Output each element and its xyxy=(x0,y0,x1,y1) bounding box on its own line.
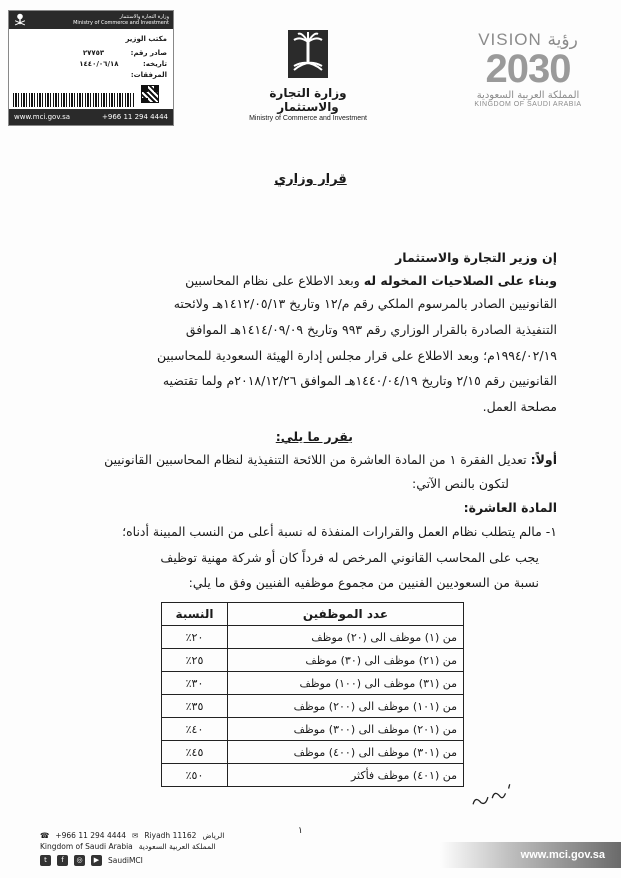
footer-country-ar: المملكة العربية السعودية xyxy=(138,842,216,851)
stamp-footer xyxy=(9,109,173,125)
stamp-issue-label: صادر رقم: xyxy=(130,49,167,57)
twitter-icon[interactable]: t xyxy=(40,855,51,866)
facebook-icon[interactable]: f xyxy=(57,855,68,866)
phone-icon: ☎ xyxy=(40,831,50,840)
ministry-name-ar: وزارة التجارة والاستثمار xyxy=(269,86,347,114)
row-ratio: ٢٥٪ xyxy=(162,649,228,672)
first-clause xyxy=(104,452,557,467)
table-row xyxy=(162,695,464,718)
preamble-line-3: القانونيين الصادر بالمرسوم الملكي رقم م/١٢ وتاريخ ١٤١٢/٠٥/١٣هـ ولائحته xyxy=(173,296,557,311)
preamble-line-6: القانونيين رقم ٢/١٥ وتاريخ ١٤٤٠/٠٤/١٩هـ الموافق ٢٠١٨/١٢/٢٦م ولما تقتضيه xyxy=(162,373,557,388)
table-row xyxy=(162,672,464,695)
stamp-phone: +966 11 294 4444 xyxy=(102,113,168,121)
saudi-emblem-icon xyxy=(13,13,27,27)
stamp-website: www.mci.gov.sa xyxy=(14,113,71,121)
row-count: من (٢٠١) موظف الى (٣٠٠) موظف xyxy=(228,718,464,741)
footer-country-row xyxy=(40,841,224,852)
preamble-line-5: ١٩٩٤/٠٢/١٩م؛ وبعد الاطلاع على قرار مجلس إدارة الهيئة السعودية للمحاسبين xyxy=(156,348,557,363)
stamp-date-row xyxy=(79,60,167,68)
decides-heading: يقرر ما يلي: xyxy=(275,429,353,444)
vision-ar: رؤية xyxy=(547,30,578,49)
row-ratio: ٣٥٪ xyxy=(162,695,228,718)
qr-code-icon xyxy=(141,85,159,103)
ministry-logo xyxy=(238,30,378,122)
stamp-date-label: تاريخه: xyxy=(142,60,167,68)
stamp-attachments-label: المرفقات: xyxy=(130,71,167,79)
issue-stamp xyxy=(8,10,174,126)
row-count: من (٤٠١) موظف فأكثر xyxy=(228,764,464,787)
footer-city-ar: الرياض xyxy=(202,831,225,840)
table-row xyxy=(162,626,464,649)
handwritten-initials xyxy=(466,781,519,813)
preamble-authority-rest: وبعد الاطلاع على نظام المحاسبين xyxy=(185,273,364,288)
preamble-minister: إن وزير التجارة والاستثمار xyxy=(395,250,557,265)
preamble-authority-bold: وبناء على الصلاحيات المخوله له xyxy=(363,273,557,288)
stamp-header xyxy=(9,11,173,29)
row-ratio: ٤٥٪ xyxy=(162,741,228,764)
footer-phone-row xyxy=(40,830,224,841)
footer-contact xyxy=(40,830,224,866)
preamble-authority xyxy=(185,273,557,288)
header-employee-count: عدد الموظفين xyxy=(228,603,464,626)
vision-2030-logo xyxy=(466,30,590,108)
instagram-icon[interactable]: ◎ xyxy=(74,855,85,866)
table-row xyxy=(162,741,464,764)
mailbox-icon: ✉ xyxy=(132,831,139,840)
ministry-name-en: Ministry of Commerce and Investment xyxy=(249,115,367,122)
first-clause-cont: لتكون بالنص الآتي: xyxy=(412,476,509,491)
palm-swords-emblem-icon xyxy=(288,30,328,78)
preamble-line-4: التنفيذية الصادرة بالقرار الوزاري رقم ٩٩٣ وتاريخ ١٤١٤/٠٩/٠٩هـ الموافق xyxy=(185,322,557,337)
document-title: قرار وزاري xyxy=(274,172,347,187)
row-ratio: ٥٠٪ xyxy=(162,764,228,787)
preamble-line-7: مصلحة العمل. xyxy=(482,399,557,414)
stamp-office: مكتب الوزير xyxy=(125,35,167,43)
table-header-row xyxy=(162,603,464,626)
footer-phone: +966 11 294 4444 xyxy=(55,831,127,840)
header-ratio: النسبة xyxy=(162,603,228,626)
page-number: ١ xyxy=(298,826,303,836)
row-ratio: ٤٠٪ xyxy=(162,718,228,741)
vision-country-en: KINGDOM OF SAUDI ARABIA xyxy=(474,101,582,108)
table-row xyxy=(162,649,464,672)
table-row xyxy=(162,718,464,741)
footer-postal: Riyadh 11162 xyxy=(144,831,197,840)
article-item-2: يجب على المحاسب القانوني المرخص له فرداً كان أو شركة مهنية توظيف xyxy=(160,550,539,565)
stamp-ministry-en: Ministry of Commerce and Investment xyxy=(73,20,169,26)
vision-en: VISION xyxy=(478,30,542,49)
row-ratio: ٢٠٪ xyxy=(162,626,228,649)
article-title: المادة العاشرة: xyxy=(463,500,557,515)
row-ratio: ٣٠٪ xyxy=(162,672,228,695)
footer-country-en: Kingdom of Saudi Arabia xyxy=(40,842,133,851)
youtube-icon[interactable]: ▶ xyxy=(91,855,102,866)
stamp-issue-row xyxy=(83,49,167,57)
footer-website-bar xyxy=(440,842,621,868)
first-clause-text: تعديل الفقرة ١ من المادة العاشرة من اللائحة التنفيذية لنظام المحاسبين القانونيين xyxy=(104,452,531,467)
social-links xyxy=(40,855,224,866)
article-item-1: ١- مالم يتطلب نظام العمل والقرارات المنفذة له نسبة أعلى من النسب المبينة أدناه؛ xyxy=(122,524,557,539)
stamp-ministry-ar: وزارة التجارة والاستثمار xyxy=(119,14,169,20)
table-row xyxy=(162,764,464,787)
social-handle[interactable]: SaudiMCI xyxy=(108,856,143,865)
vision-year: 2030 xyxy=(485,47,571,91)
row-count: من (٢١) موظف الى (٣٠) موظف xyxy=(228,649,464,672)
vision-country-ar: المملكة العربية السعودية xyxy=(476,90,580,101)
row-count: من (١) موظف الى (٢٠) موظف xyxy=(228,626,464,649)
row-count: من (٣١) موظف الى (١٠٠) موظف xyxy=(228,672,464,695)
barcode xyxy=(13,93,135,107)
row-count: من (٣٠١) موظف الى (٤٠٠) موظف xyxy=(228,741,464,764)
stamp-date: ١٤٤٠/٠٦/١٨ xyxy=(79,60,119,68)
stamp-issue-number: ٢٧٧٥٣ xyxy=(82,49,105,57)
row-count: من (١٠١) موظف الى (٢٠٠) موظف xyxy=(228,695,464,718)
footer-website[interactable]: www.mci.gov.sa xyxy=(520,849,605,861)
article-item-3: نسبة من السعوديين الفنيين من مجموع موظفيه الفنيين وفق ما يلي: xyxy=(188,575,539,590)
first-clause-label: أولاً: xyxy=(530,452,557,467)
saudization-ratio-table xyxy=(161,602,464,787)
